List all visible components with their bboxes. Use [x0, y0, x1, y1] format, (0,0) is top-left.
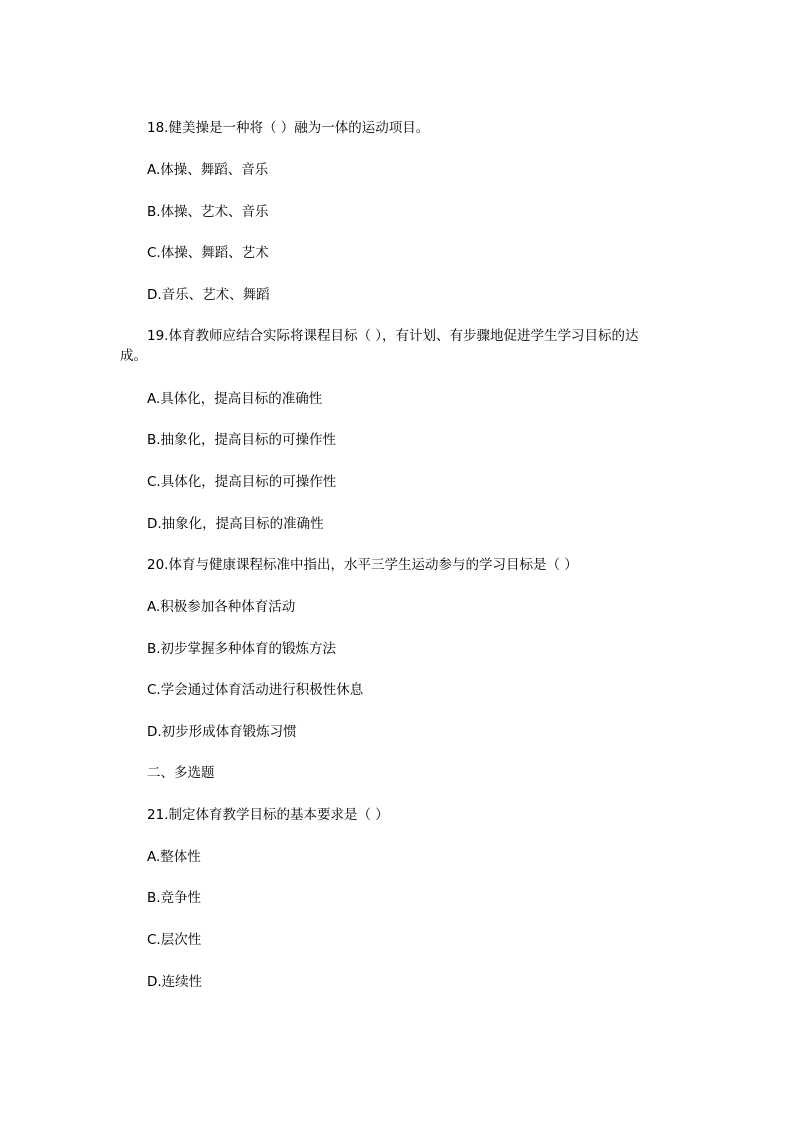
question-20-option-d: D.初步形成体育锻炼习惯 — [147, 724, 297, 740]
question-21-option-b: B.竞争性 — [147, 890, 202, 906]
question-19-option-b: B.抽象化，提高目标的可操作性 — [147, 432, 337, 448]
question-18-stem: 18.健美操是一种将（ ）融为一体的运动项目。 — [147, 120, 430, 136]
question-19-option-d: D.抽象化，提高目标的准确性 — [147, 516, 324, 532]
question-20-stem: 20.体育与健康课程标准中指出，水平三学生运动参与的学习目标是（ ） — [147, 557, 578, 573]
question-18-option-d: D.音乐、艺术、舞蹈 — [147, 287, 270, 303]
question-19-option-a: A.具体化，提高目标的准确性 — [147, 391, 323, 407]
question-20-option-b: B.初步掌握多种体育的锻炼方法 — [147, 641, 337, 657]
question-20-option-a: A.积极参加各种体育活动 — [147, 599, 296, 615]
question-18-option-a: A.体操、舞蹈、音乐 — [147, 162, 269, 178]
question-21-option-d: D.连续性 — [147, 974, 203, 990]
question-18-option-b: B.体操、艺术、音乐 — [147, 204, 269, 220]
question-18-option-c: C.体操、舞蹈、艺术 — [147, 245, 269, 261]
question-19-stem-line2: 成。 — [120, 348, 147, 364]
question-19-stem-line1: 19.体育教师应结合实际将课程目标（ ），有计划、有步骤地促进学生学习目标的达 — [147, 328, 639, 344]
section-title-multiple-choice: 二、多选题 — [147, 765, 215, 781]
question-21-option-a: A.整体性 — [147, 849, 201, 865]
question-20-option-c: C.学会通过体育活动进行积极性休息 — [147, 682, 364, 698]
question-21-option-c: C.层次性 — [147, 932, 202, 948]
question-19-option-c: C.具体化，提高目标的可操作性 — [147, 474, 337, 490]
question-21-stem: 21.制定体育教学目标的基本要求是（ ） — [147, 807, 389, 823]
